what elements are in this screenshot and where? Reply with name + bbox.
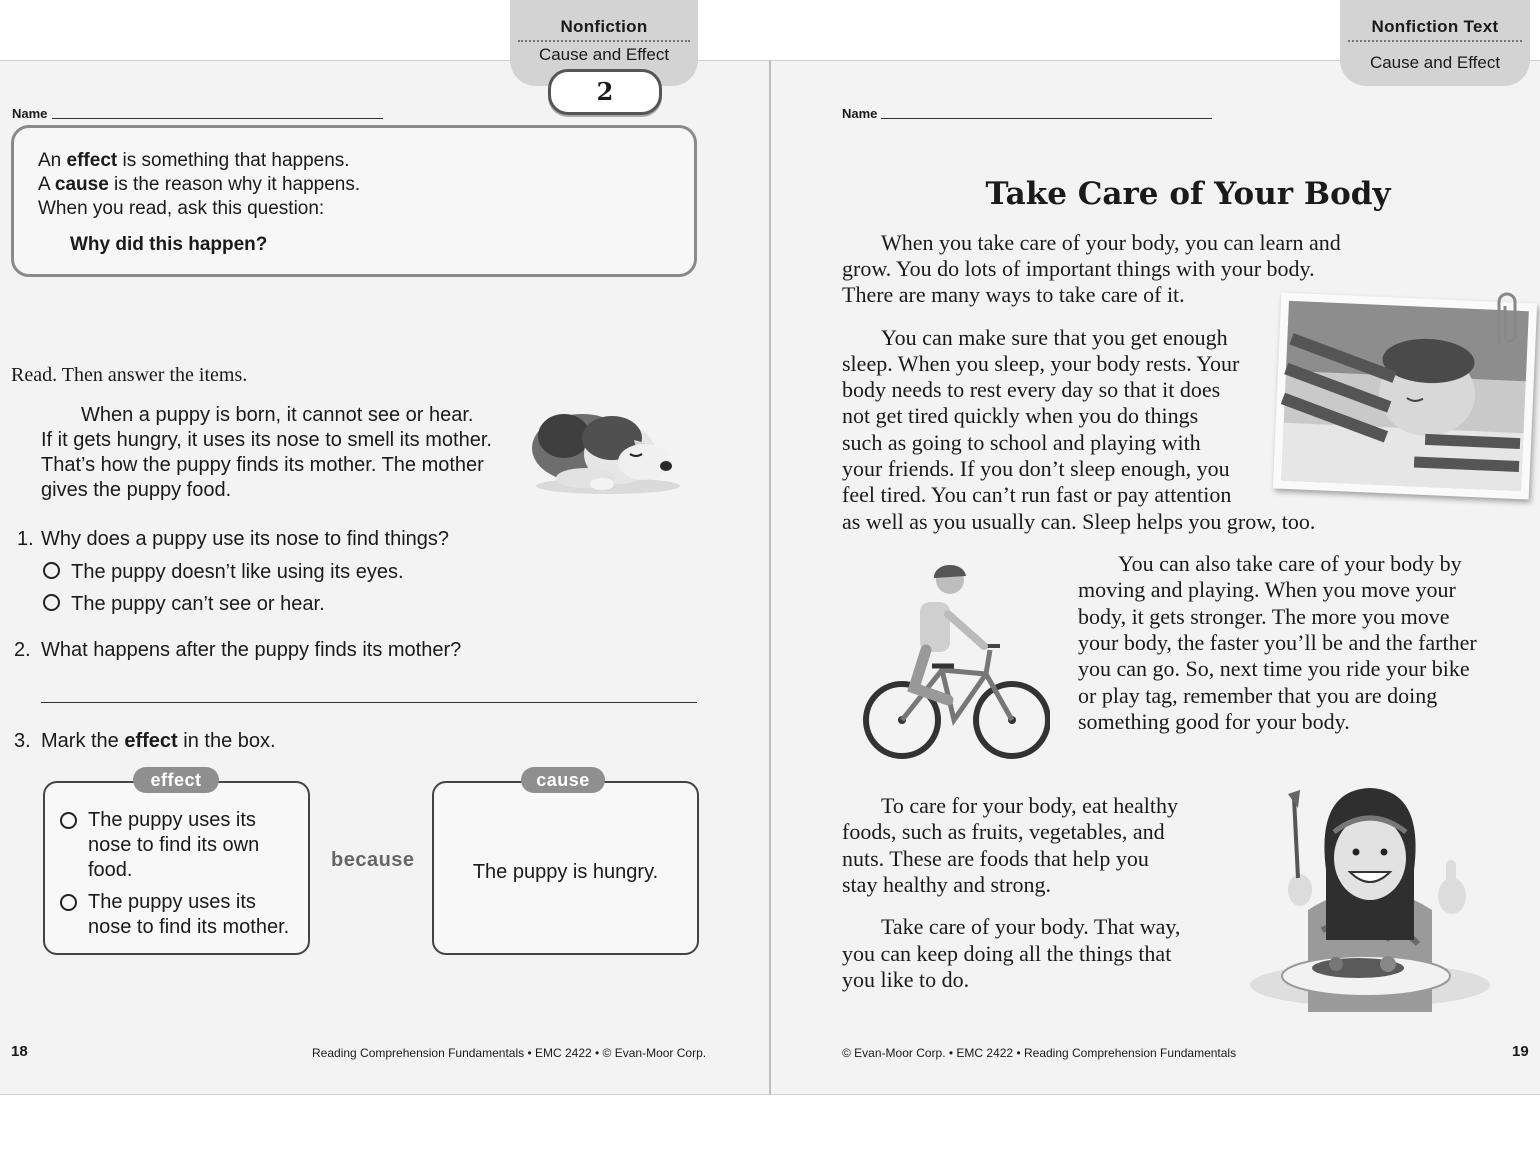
definition-line-ask: When you read, ask this question: [38,198,325,219]
puppy-passage-line: When a puppy is born, it cannot see or hear. [81,404,474,426]
puppy-photo [524,396,686,496]
puppy-passage-line: gives the puppy food. [41,479,232,501]
left-footer-credit: Reading Comprehension Fundamentals • EMC 2422 • © Evan-Moor Corp. [312,1046,707,1060]
article-line: such as going to school and playing with [842,430,1201,455]
article-line: feel tired. You can’t run fast or pay attention [842,482,1232,507]
article-line: you can keep doing all the things that [842,941,1172,966]
question-2: What happens after the puppy finds its mother? [41,639,462,661]
question-1-option[interactable]: The puppy doesn’t like using its eyes. [43,561,404,584]
article-line: moving and playing. When you move your [1078,577,1456,602]
article-title: Take Care of Your Body [985,176,1391,212]
because-label: because [331,849,415,871]
definition-box [11,125,697,277]
cause-tag: cause [521,767,605,793]
article-line: You can also take care of your body by [1118,551,1462,576]
answer-bubble[interactable] [60,812,77,829]
right-section-tab [1340,0,1530,86]
right-tab-subtitle: Cause and Effect [1369,53,1501,72]
article-line: stay healthy and strong. [842,872,1051,897]
article-line: your friends. If you don’t sleep enough, you [842,456,1230,481]
question-number: 1. [17,528,34,550]
right-tab-divider [1348,40,1522,42]
question-number: 2. [14,639,31,661]
right-tab-title: Nonfiction Text [1371,17,1499,36]
article-line: To care for your body, eat healthy [881,793,1178,818]
right-footer-credit: © Evan-Moor Corp. • EMC 2422 • Reading Comprehension Fundamentals [842,1046,1237,1060]
right-name-label: Name [842,106,878,121]
article-line: body needs to rest every day so that it does [842,377,1221,402]
article-line: you can go. So, next time you ride your bike [1078,656,1470,681]
bike-rider-photo [856,562,1050,760]
puppy-passage-line: That’s how the puppy finds its mother. The mother [41,454,484,476]
lesson-number-badge: 2 [548,69,662,115]
left-name-line[interactable] [52,118,383,119]
article-line: as well as you usually can. Sleep helps you grow, too. [842,509,1316,534]
question-1: Why does a puppy use its nose to find things? [41,528,450,550]
article-line: your body, the faster you’ll be and the farther [1078,630,1477,655]
article-line: When you take care of your body, you can learn and [881,230,1341,255]
article-line: something good for your body. [1078,709,1350,734]
right-page-number: 19 [1512,1043,1529,1060]
paper-clip-icon [1489,288,1521,352]
right-name-line[interactable] [881,118,1212,119]
definition-line-cause: A cause is the reason why it happens. [38,174,361,195]
article-line: grow. You do lots of important things with your body. [842,256,1315,281]
puppy-passage-line: If it gets hungry, it uses its nose to smell its mother. [41,429,492,451]
cause-text: The puppy is hungry. [472,861,659,883]
girl-eating-photo [1238,780,1496,1012]
article-line: Take care of your body. That way, [881,914,1181,939]
effect-tag: effect [133,767,219,793]
left-name-label: Name [12,106,48,121]
answer-bubble[interactable] [43,562,60,579]
left-tab-subtitle: Cause and Effect [538,45,670,64]
left-tab-title: Nonfiction [560,17,648,36]
article-line: or play tag, remember that you are doing [1078,683,1438,708]
article-line: You can make sure that you get enough [881,325,1228,350]
question-1-option[interactable]: The puppy can’t see or hear. [43,593,325,616]
article-line: you like to do. [842,967,970,992]
definition-line-effect: An effect is something that happens. [38,150,350,171]
article-line: nuts. These are foods that help you [842,846,1149,871]
left-page-number: 18 [11,1043,28,1060]
article-line: not get tired quickly when you do things [842,403,1199,428]
article-line: sleep. When you sleep, your body rests. Your [842,351,1240,376]
instructions: Read. Then answer the items. [11,364,248,386]
article-line: foods, such as fruits, vegetables, and [842,819,1165,844]
definition-question: Why did this happen? [70,234,268,255]
article-line: There are many ways to take care of it. [842,282,1185,307]
question-number: 3. [14,730,31,752]
article-line: body, it gets stronger. The more you move [1078,604,1450,629]
cause-box [432,781,699,955]
left-tab-divider [518,40,690,42]
answer-bubble[interactable] [43,594,60,611]
answer-bubble[interactable] [60,894,77,911]
effect-box: The puppy uses its nose to find its own food. The puppy uses its nose to find its mother. [43,781,310,955]
answer-line[interactable] [41,702,697,703]
question-3: Mark the effect in the box. [41,730,276,752]
